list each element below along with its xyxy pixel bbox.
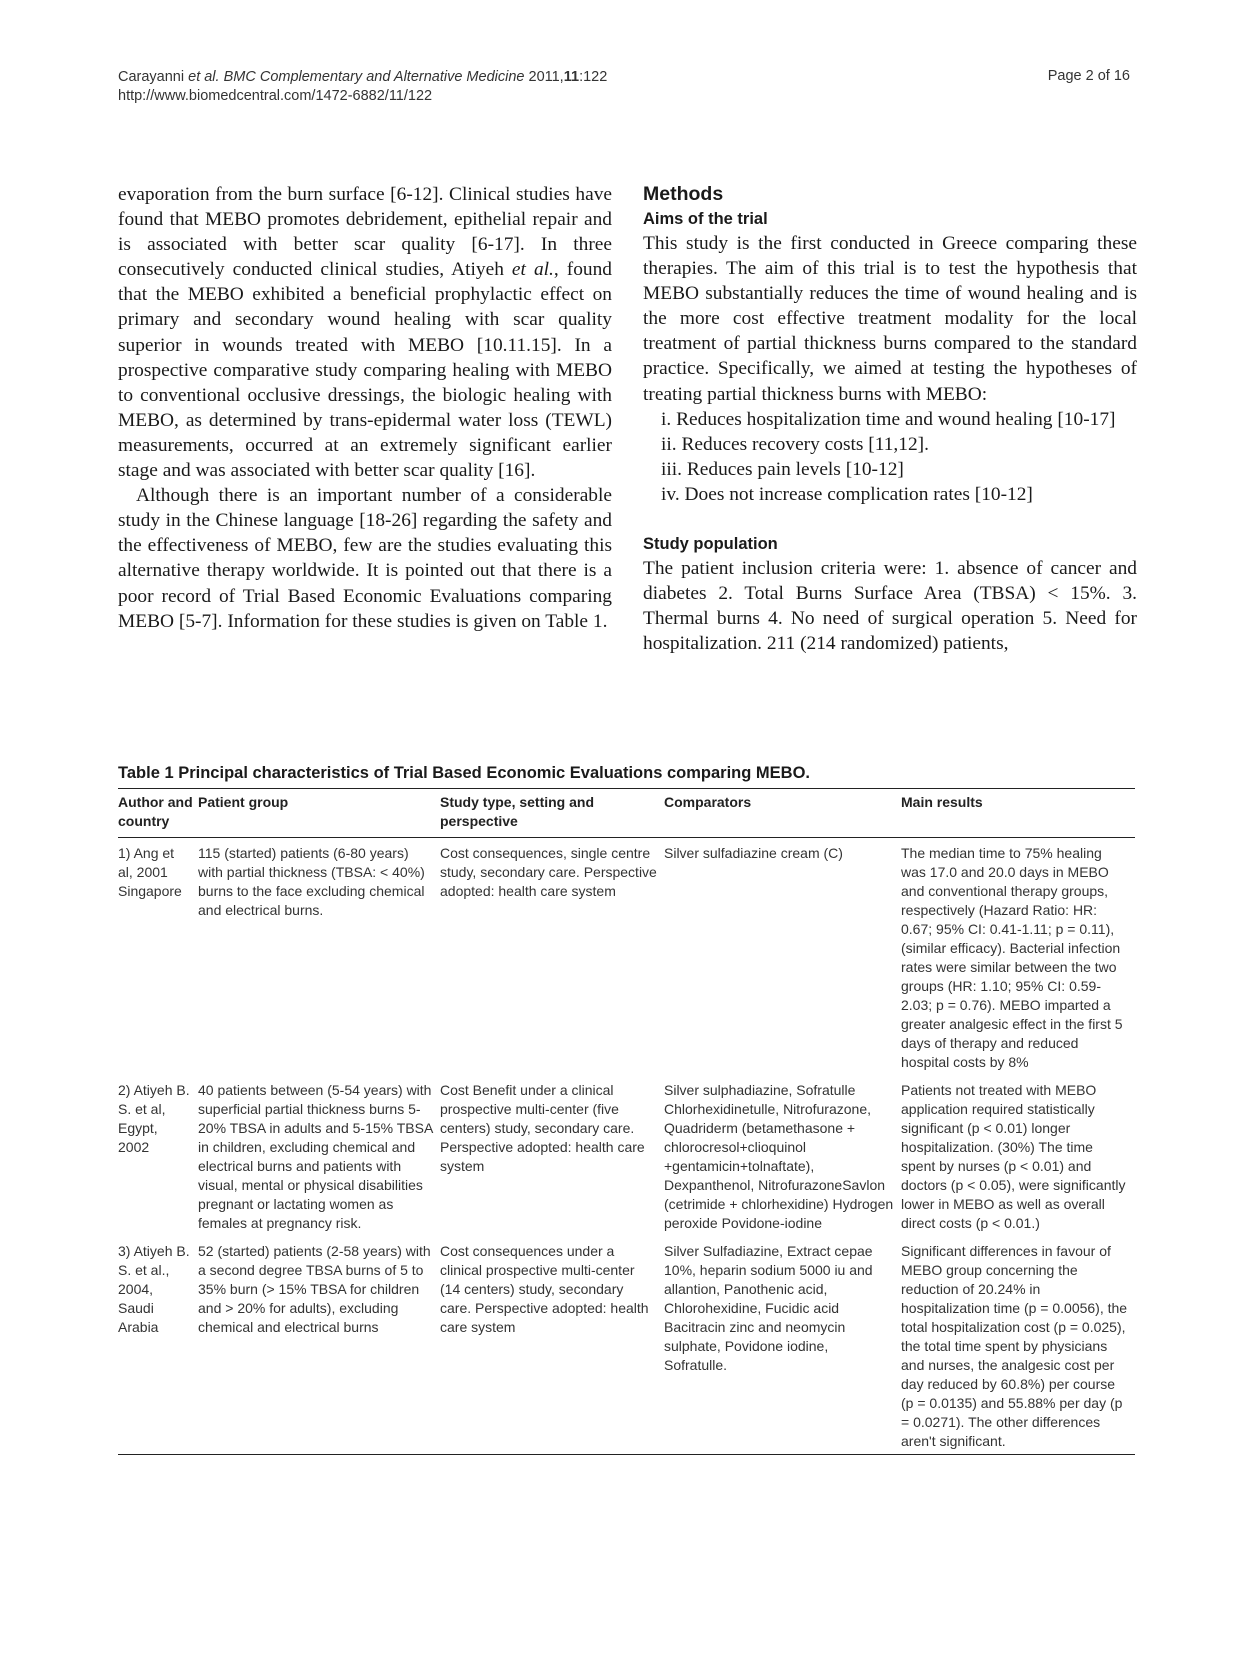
running-header — [118, 68, 607, 106]
header-article: :122 — [579, 69, 608, 85]
citation-line — [118, 68, 607, 87]
table-row — [118, 1236, 1135, 1455]
left-paragraph-2: Although there is an important number of a considerable study in the Chinese language [18-26] regarding the safety and the effectiveness of MEBO, few are the studies evaluating this alternative therapy worldwide. It is pointed out that there is a poor record of Trial Based Economic Evaluations comparing MEBO [5-7]. Information for these studies is given on Table 1. — [118, 485, 612, 632]
header-etal: et al. — [188, 69, 220, 85]
subsection-title-population: Study population — [643, 535, 778, 554]
table-cell: Significant differences in favour of MEBO group concerning the reduction of 20.24% in hospitalization time (p = 0.0056), the total hospitalization cost (p = 0.025), the total time spent by physicians and nurses, the analgesic cost per day reduced by 60.8%) per course (p = 0.0135) and 55.88% per day (p = 0.0271). The other differences aren't significant. — [901, 1243, 1128, 1449]
aims-paragraph: This study is the first conducted in Greece comparing these therapies. The aim of this trial is to test the hypothesis that MEBO substantially reduces the time of wound healing and is the more cost effective treatment modality for the local treatment of partial thickness burns compared to the standard practice. Specifically, we aimed at testing the hypotheses of treating partial thickness burns with MEBO: — [643, 233, 1137, 405]
section-title-methods: Methods — [643, 183, 724, 205]
hypothesis-item: iii. Reduces pain levels [10-12] — [661, 458, 904, 480]
column-header: Author and country — [118, 794, 193, 829]
table-cell: 115 (started) patients (6-80 years) with partial thickness (TBSA: < 40%) burns to the face excluding chemical and electrical burns. — [198, 845, 425, 918]
left-paragraph-1-part-b: , found that the MEBO exhibited a beneficial prophylactic effect on primary and secondary wound healing with scar quality superior in wounds treated with MEBO [10.11.15]. In a prospective comparative study comparing healing with MEBO to conventional occlusive dressings, the biologic healing with MEBO, as determined by trans-epidermal water loss (TEWL) measurements, occurred at an extremely significant earlier stage and was associated with better scar quality [16]. — [118, 259, 612, 482]
table-row — [118, 1075, 1135, 1236]
table-cell: 2) Atiyeh B. S. et al, Egypt, 2002 — [118, 1082, 190, 1155]
table-cell: Silver Sulfadiazine, Extract cepae 10%, heparin sodium 5000 iu and allantion, Panothenic acid, Chlorohexidine, Fucidic acid Bacitracin zinc and neomycin sulphate, Povidone iodine, Sofratulle. — [664, 1243, 873, 1373]
left-paragraph-1 — [118, 182, 612, 483]
table-cell: Silver sulphadiazine, Sofratulle Chlorhexidinetulle, Nitrofurazone, Quadriderm (betamethasone + chlorocresol+clioquinol +gentamicin+tolnaftate), Dexpanthenol, NitrofurazoneSavlon (cetrimide + chlorhexidine) Hydrogen peroxide Povidone-iodine — [664, 1082, 894, 1231]
column-header: Main results — [901, 794, 983, 810]
subsection-title-aims: Aims of the trial — [643, 210, 768, 228]
hypothesis-item: iv. Does not increase complication rates [10-12] — [661, 483, 1033, 505]
column-header: Patient group — [198, 794, 289, 810]
table-cell: Cost Benefit under a clinical prospective multi-center (five centers) study, secondary care. Perspective adopted: health care system — [440, 1082, 645, 1174]
table-cell: Cost consequences under a clinical prospective multi-center (14 centers) study, secondary care. Perspective adopted: health care system — [440, 1243, 649, 1335]
table-cell: The median time to 75% healing was 17.0 and 20.0 days in MEBO and conventional therapy groups, respectively (Hazard Ratio: HR: 0.67; 95% CI: 0.41-1.11; p = 0.11), (similar efficacy). Bacterial infection rates were similar between the two groups (HR: 1.10; 95% CI: 0.59-2.03; p = 0.76). MEBO imparted a greater analgesic effect in the first 5 days of therapy and reduced hospital costs by 8% — [901, 845, 1123, 1070]
header-authors: Carayanni — [118, 69, 185, 85]
table-1 — [118, 762, 1135, 1455]
population-paragraph: The patient inclusion criteria were: 1. absence of cancer and diabetes 2. Total Burns Surface Area (TBSA) < 15%. 3. Thermal burns 4. No need of surgical operation 5. Need for hospitalization. 211 (214 randomized) patients, — [643, 558, 1137, 655]
table-caption: Table 1 Principal characteristics of Trial Based Economic Evaluations comparing MEBO. — [118, 764, 810, 782]
data-table — [118, 788, 1135, 1455]
column-header: Comparators — [664, 794, 752, 810]
table-cell: 40 patients between (5-54 years) with superficial partial thickness burns 5-20% TBSA in adults and 5-15% TBSA in children, excluding chemical and electrical burns and patients with visual, mental or physical disabilities pregnant or lactating women as females at pregnancy risk. — [198, 1082, 433, 1231]
left-paragraph-1-part-a: evaporation from the burn surface [6-12]. Clinical studies have found that MEBO promotes debridement, epithelial repair and is associated with better scar quality [6-17]. In three consecutively conducted clinical studies, Atiyeh — [118, 184, 612, 281]
table-cell: Cost consequences, single centre study, secondary care. Perspective adopted: health care system — [440, 845, 657, 899]
table-cell: 1) Ang et al, 2001 Singapore — [118, 845, 182, 899]
header-volume: 11 — [563, 69, 580, 85]
table-cell: 3) Atiyeh B. S. et al., 2004, Saudi Arabia — [118, 1243, 190, 1335]
header-journal: BMC Complementary and Alternative Medicine — [223, 69, 525, 85]
header-year: 2011, — [528, 69, 564, 85]
column-header: Study type, setting and perspective — [440, 794, 595, 829]
spacer — [643, 507, 1137, 532]
right-column — [643, 182, 1137, 656]
left-paragraph-1-etal: et al. — [511, 259, 554, 281]
table-cell: Silver sulfadiazine cream (C) — [664, 845, 843, 861]
table-cell: Patients not treated with MEBO application required statistically significant (p < 0.01) longer hospitalization. (30%) The time spent by nurses (p < 0.01) and doctors (p < 0.05), were significantly lower in MEBO as well as overall direct costs (p < 0.01.) — [901, 1082, 1126, 1231]
header-url[interactable]: http://www.biomedcentral.com/1472-6882/11/122 — [118, 88, 433, 104]
table-header-row — [118, 789, 1135, 838]
table-row — [118, 838, 1135, 1076]
hypothesis-item: ii. Reduces recovery costs [11,12]. — [661, 433, 929, 455]
left-column — [118, 182, 612, 634]
hypothesis-item: i. Reduces hospitalization time and wound healing [10-17] — [661, 408, 1116, 430]
page-number: Page 2 of 16 — [1047, 68, 1130, 84]
table-cell: 52 (started) patients (2-58 years) with a second degree TBSA burns of 5 to 35% burn (> 15% TBSA for children and > 20% for adults), excluding chemical and electrical burns — [198, 1243, 431, 1335]
